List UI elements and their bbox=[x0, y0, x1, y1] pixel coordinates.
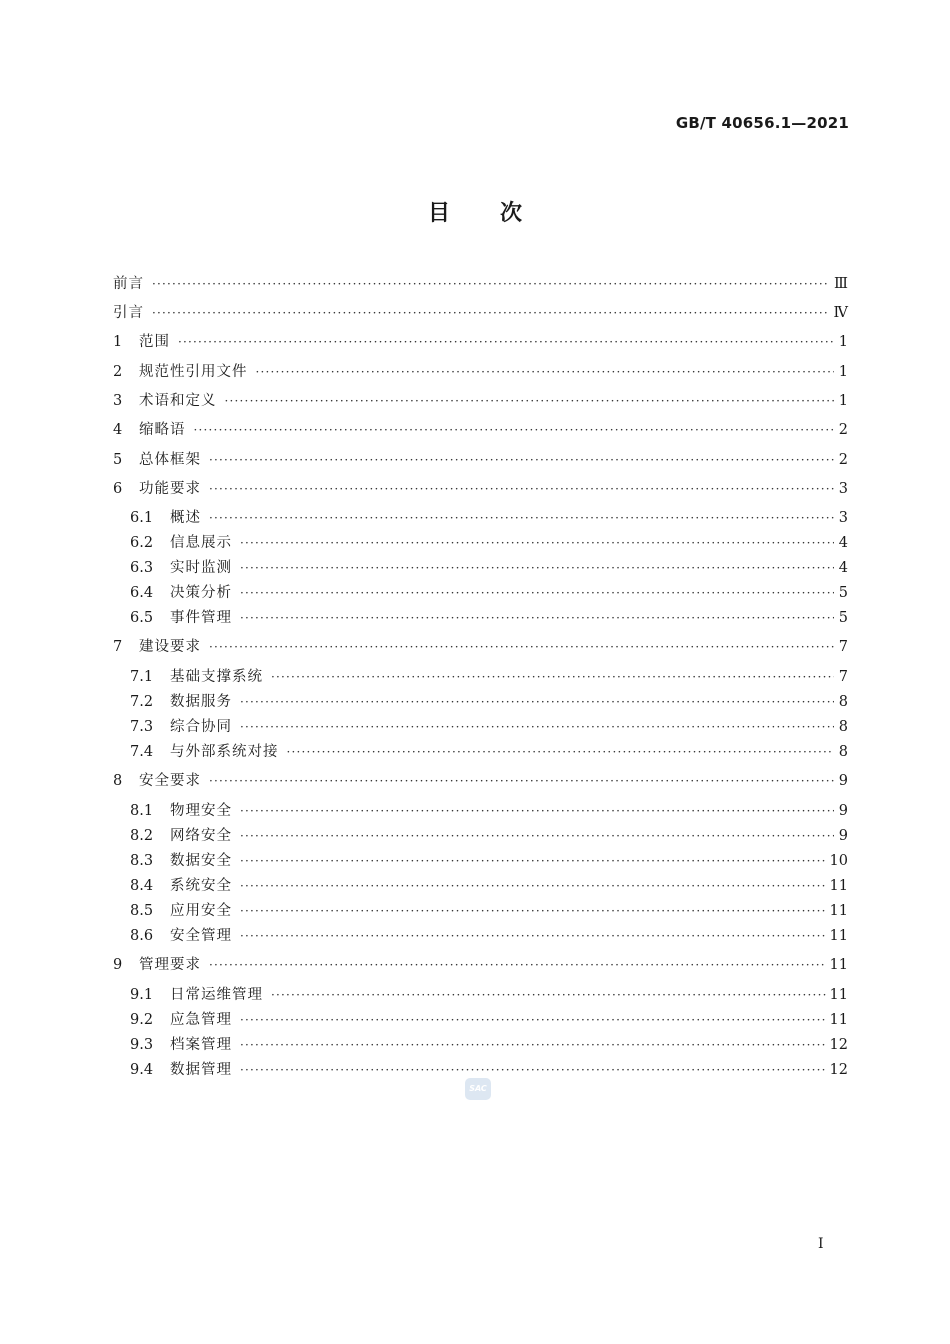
toc-entry-title: 信息展示 bbox=[170, 535, 232, 551]
toc-entry-9-1[interactable] bbox=[130, 984, 848, 1006]
toc-entry-title: 管理要求 bbox=[139, 957, 201, 973]
toc-dot-leader bbox=[194, 419, 835, 441]
toc-entry-number: 7.3 bbox=[130, 719, 154, 735]
toc-entry-title: 决策分析 bbox=[170, 585, 232, 601]
toc-entry-9[interactable] bbox=[113, 954, 848, 976]
toc-entry-7-3[interactable] bbox=[130, 716, 848, 738]
toc-entry-number: 9.4 bbox=[130, 1062, 154, 1078]
toc-entry-page: 11 bbox=[829, 957, 848, 973]
toc-entry-number: 8.2 bbox=[130, 828, 154, 844]
toc-entry-3[interactable] bbox=[113, 390, 848, 412]
toc-dot-leader bbox=[240, 875, 826, 897]
toc-dot-leader bbox=[287, 741, 835, 763]
toc-entry-page: 7 bbox=[838, 639, 848, 655]
toc-entry-8-3[interactable] bbox=[130, 850, 848, 872]
toc-entry-page: Ⅲ bbox=[834, 276, 848, 292]
toc-dot-leader bbox=[209, 478, 834, 500]
toc-entry-9-2[interactable] bbox=[130, 1009, 848, 1031]
toc-dot-leader bbox=[240, 850, 826, 872]
toc-entry-page: 8 bbox=[838, 744, 848, 760]
toc-entry-6-2[interactable] bbox=[130, 532, 848, 554]
toc-dot-leader bbox=[240, 532, 834, 554]
toc-entry-title: 数据管理 bbox=[170, 1062, 232, 1078]
toc-entry-number: 3 bbox=[113, 393, 123, 409]
toc-dot-leader bbox=[240, 607, 834, 629]
toc-entry-number: 9.2 bbox=[130, 1012, 154, 1028]
toc-entry-title: 与外部系统对接 bbox=[170, 744, 279, 760]
toc-entry-page: 4 bbox=[838, 560, 848, 576]
toc-entry-page: 11 bbox=[829, 1012, 848, 1028]
toc-entry-page: 2 bbox=[838, 452, 848, 468]
toc-entry-number: 8.5 bbox=[130, 903, 154, 919]
toc-entry-title: 建设要求 bbox=[139, 639, 201, 655]
toc-entry-page: 11 bbox=[829, 878, 848, 894]
toc-entry-7-1[interactable] bbox=[130, 666, 848, 688]
toc-entry-6[interactable] bbox=[113, 478, 848, 500]
toc-entry-title: 总体框架 bbox=[139, 452, 201, 468]
toc-entry-6-4[interactable] bbox=[130, 582, 848, 604]
toc-dot-leader bbox=[225, 390, 835, 412]
toc-entry-6-3[interactable] bbox=[130, 557, 848, 579]
toc-dot-leader bbox=[240, 1034, 826, 1056]
toc-entry-title: 基础支撑系统 bbox=[170, 669, 263, 685]
toc-entry-number: 7.4 bbox=[130, 744, 154, 760]
toc-entry-8[interactable] bbox=[113, 770, 848, 792]
toc-entry-9-3[interactable] bbox=[130, 1034, 848, 1056]
toc-dot-leader bbox=[240, 825, 834, 847]
toc-entry-page: 11 bbox=[829, 987, 848, 1003]
toc-entry-number: 7.1 bbox=[130, 669, 154, 685]
toc-entry-number: 6 bbox=[113, 481, 123, 497]
toc-entry-number: 9.3 bbox=[130, 1037, 154, 1053]
toc-entry-page: 8 bbox=[838, 694, 848, 710]
toc-entry-title: 引言 bbox=[113, 305, 144, 321]
toc-entry-8-2[interactable] bbox=[130, 825, 848, 847]
toc-entry-number: 5 bbox=[113, 452, 123, 468]
toc-entry-number: 8.6 bbox=[130, 928, 154, 944]
toc-entry-number: 8.1 bbox=[130, 803, 154, 819]
toc-entry-number: 4 bbox=[113, 422, 123, 438]
toc-entry-number: 6.1 bbox=[130, 510, 154, 526]
toc-dot-leader bbox=[256, 361, 835, 383]
toc-dot-leader bbox=[209, 507, 834, 529]
toc-entry-page: 7 bbox=[838, 669, 848, 685]
toc-entry-number: 8.3 bbox=[130, 853, 154, 869]
toc-entry-page: 11 bbox=[829, 903, 848, 919]
toc-entry-7[interactable] bbox=[113, 636, 848, 658]
toc-entry-page: 3 bbox=[838, 510, 848, 526]
toc-entry-title: 应用安全 bbox=[170, 903, 232, 919]
toc-entry-page: 1 bbox=[838, 393, 848, 409]
toc-entry-page: 5 bbox=[838, 585, 848, 601]
toc-entry-9-4[interactable] bbox=[130, 1059, 848, 1081]
toc-entry-title: 物理安全 bbox=[170, 803, 232, 819]
toc-entry-title: 事件管理 bbox=[170, 610, 232, 626]
toc-entry-page: 8 bbox=[838, 719, 848, 735]
toc-entry-page: 9 bbox=[838, 803, 848, 819]
toc-dot-leader bbox=[209, 636, 834, 658]
toc-entry-title: 综合协同 bbox=[170, 719, 232, 735]
toc-dot-leader bbox=[271, 984, 826, 1006]
toc-entry-8-4[interactable] bbox=[130, 875, 848, 897]
toc-dot-leader bbox=[240, 1059, 826, 1081]
toc-dot-leader bbox=[152, 302, 830, 324]
toc-dot-leader bbox=[240, 925, 826, 947]
toc-entry-title: 范围 bbox=[139, 334, 170, 350]
toc-entry-page: 1 bbox=[838, 364, 848, 380]
toc-entry-number: 6.2 bbox=[130, 535, 154, 551]
toc-entry-5[interactable] bbox=[113, 449, 848, 471]
toc-entry-title: 规范性引用文件 bbox=[139, 364, 248, 380]
toc-entry-title: 数据服务 bbox=[170, 694, 232, 710]
toc-entry-page: 1 bbox=[838, 334, 848, 350]
toc-entry-7-2[interactable] bbox=[130, 691, 848, 713]
toc-entry-title: 数据安全 bbox=[170, 853, 232, 869]
toc-entry-title: 前言 bbox=[113, 276, 144, 292]
watermark-logo: SAC bbox=[465, 1078, 491, 1100]
toc-entry-title: 应急管理 bbox=[170, 1012, 232, 1028]
toc-entry-foreword[interactable] bbox=[113, 273, 848, 295]
toc-dot-leader bbox=[240, 900, 826, 922]
toc-entry-introduction[interactable] bbox=[113, 302, 848, 324]
toc-entry-6-1[interactable] bbox=[130, 507, 848, 529]
toc-entry-2[interactable] bbox=[113, 361, 848, 383]
toc-dot-leader bbox=[271, 666, 834, 688]
toc-entry-number: 9 bbox=[113, 957, 123, 973]
toc-entry-page: 12 bbox=[829, 1062, 848, 1078]
toc-entry-number: 6.3 bbox=[130, 560, 154, 576]
toc-dot-leader bbox=[240, 691, 834, 713]
toc-entry-7-4[interactable] bbox=[130, 741, 848, 763]
toc-entry-title: 系统安全 bbox=[170, 878, 232, 894]
page-number: I bbox=[818, 1236, 824, 1252]
toc-entry-title: 档案管理 bbox=[170, 1037, 232, 1053]
toc-entry-title: 实时监测 bbox=[170, 560, 232, 576]
toc-entry-title: 日常运维管理 bbox=[170, 987, 263, 1003]
toc-entry-page: 2 bbox=[838, 422, 848, 438]
toc-entry-4[interactable] bbox=[113, 419, 848, 441]
toc-entry-number: 8 bbox=[113, 773, 123, 789]
toc-entry-page: 12 bbox=[829, 1037, 848, 1053]
toc-dot-leader bbox=[240, 716, 834, 738]
document-number: GB/T 40656.1—2021 bbox=[675, 114, 849, 132]
toc-entry-8-1[interactable] bbox=[130, 800, 848, 822]
toc-dot-leader bbox=[209, 449, 834, 471]
toc-entry-page: 9 bbox=[838, 773, 848, 789]
toc-entry-8-5[interactable] bbox=[130, 900, 848, 922]
toc-entry-page: 10 bbox=[829, 853, 848, 869]
toc-entry-number: 8.4 bbox=[130, 878, 154, 894]
toc-entry-number: 2 bbox=[113, 364, 123, 380]
toc-entry-number: 7.2 bbox=[130, 694, 154, 710]
toc-entry-page: 11 bbox=[829, 928, 848, 944]
toc-entry-1[interactable] bbox=[113, 331, 848, 353]
toc-dot-leader bbox=[240, 557, 834, 579]
toc-entry-page: 5 bbox=[838, 610, 848, 626]
toc-entry-title: 功能要求 bbox=[139, 481, 201, 497]
toc-dot-leader bbox=[209, 770, 834, 792]
toc-entry-number: 9.1 bbox=[130, 987, 154, 1003]
toc-entry-title: 安全要求 bbox=[139, 773, 201, 789]
toc-entry-page: Ⅳ bbox=[833, 305, 848, 321]
toc-entry-number: 7 bbox=[113, 639, 123, 655]
toc-dot-leader bbox=[209, 954, 826, 976]
toc-entry-page: 4 bbox=[838, 535, 848, 551]
toc-entry-8-6[interactable] bbox=[130, 925, 848, 947]
toc-entry-page: 9 bbox=[838, 828, 848, 844]
toc-entry-title: 术语和定义 bbox=[139, 393, 217, 409]
toc-entry-title: 安全管理 bbox=[170, 928, 232, 944]
toc-entry-page: 3 bbox=[838, 481, 848, 497]
page-title: 目次 bbox=[427, 201, 572, 226]
toc-dot-leader bbox=[240, 582, 834, 604]
toc-dot-leader bbox=[178, 331, 834, 353]
toc-entry-6-5[interactable] bbox=[130, 607, 848, 629]
toc-dot-leader bbox=[240, 800, 834, 822]
toc-entry-title: 概述 bbox=[170, 510, 201, 526]
toc-entry-title: 网络安全 bbox=[170, 828, 232, 844]
toc-entry-title: 缩略语 bbox=[139, 422, 186, 438]
toc-dot-leader bbox=[152, 273, 830, 295]
toc-entry-number: 1 bbox=[113, 334, 123, 350]
toc-dot-leader bbox=[240, 1009, 826, 1031]
toc-entry-number: 6.4 bbox=[130, 585, 154, 601]
toc-entry-number: 6.5 bbox=[130, 610, 154, 626]
